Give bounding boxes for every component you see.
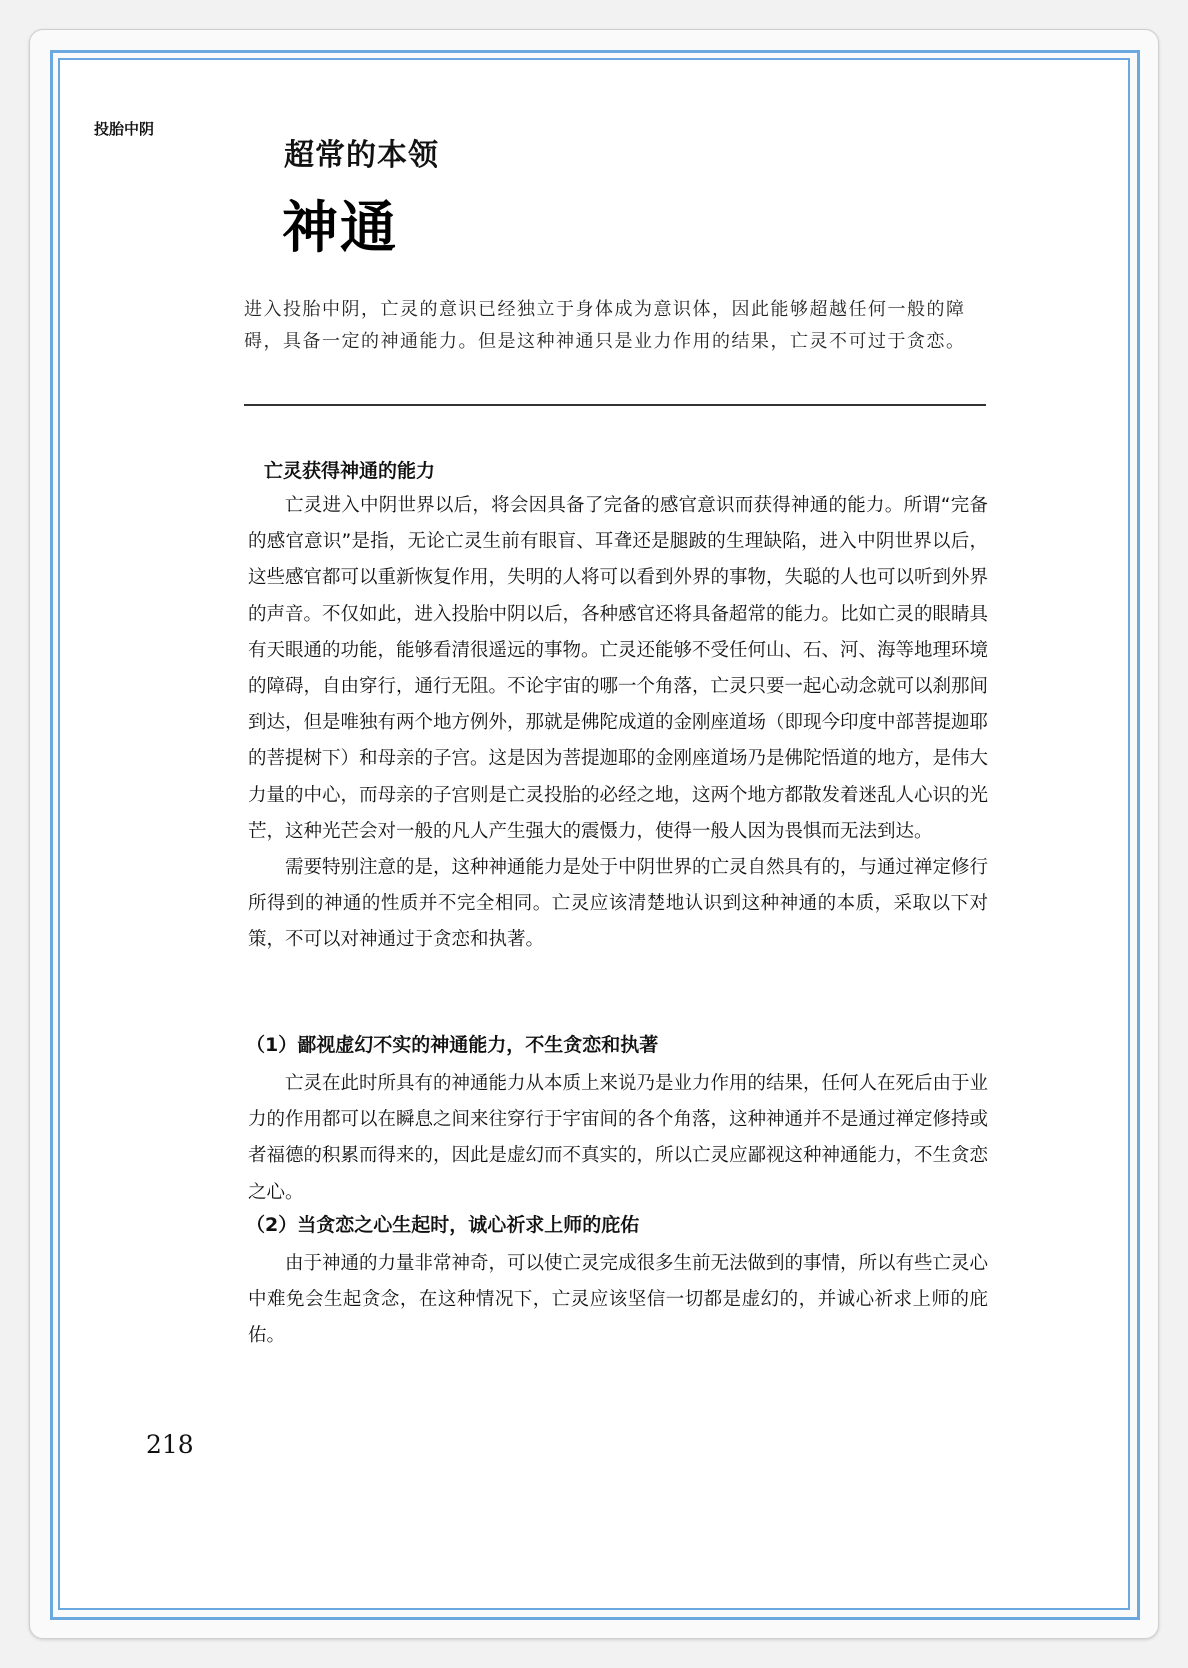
chapter-title: 神通 xyxy=(282,195,398,261)
chapter-subtitle: 超常的本领 xyxy=(284,138,439,173)
paragraph: 由于神通的力量非常神奇，可以使亡灵完成很多生前无法做到的事情，所以有些亡灵心中难免会生起贪念，在这种情况下，亡灵应该坚信一切都是虚幻的，并诚心祈求上师的庇佑。 xyxy=(248,1253,989,1347)
body-block-2 xyxy=(248,1066,988,1211)
body-block-3 xyxy=(248,1246,988,1355)
subheading-2: （2）当贪恋之心生起时，诚心祈求上师的庇佑 xyxy=(246,1214,640,1236)
divider-rule xyxy=(244,404,986,406)
subheading-1: （1）鄙视虚幻不实的神通能力，不生贪恋和执著 xyxy=(246,1034,659,1056)
intro-paragraph: 进入投胎中阴，亡灵的意识已经独立于身体成为意识体，因此能够超越任何一般的障碍，具备一定的神通能力。但是这种神通只是业力作用的结果，亡灵不可过于贪恋。 xyxy=(244,299,966,352)
book-page xyxy=(58,58,1130,1610)
section-heading: 亡灵获得神通的能力 xyxy=(264,460,436,482)
body-block-1 xyxy=(248,488,988,959)
running-head: 投胎中阴 xyxy=(94,120,155,138)
paragraph: 亡灵在此时所具有的神通能力从本质上来说乃是业力作用的结果，任何人在死后由于业力的作用都可以在瞬息之间来往穿行于宇宙间的各个角落，这种神通并不是通过禅定修持或者福德的积累而得来的，因此是虚幻而不真实的，所以亡灵应鄙视这种神通能力，不生贪恋之心。 xyxy=(248,1073,989,1203)
paragraph: 亡灵进入中阴世界以后，将会因具备了完备的感官意识而获得神通的能力。所谓“完备的感官意识”是指，无论亡灵生前有眼盲、耳聋还是腿跛的生理缺陷，进入中阴世界以后，这些感官都可以重新恢复作用，失明的人将可以看到外界的事物，失聪的人也可以听到外界的声音。不仅如此，进入投胎中阴以后，各种感官还将具备超常的能力。比如亡灵的眼睛具有天眼通的功能，能够看清很遥远的事物。亡灵还能够不受任何山、石、河、海等地理环境的障碍，自由穿行，通行无阻。不论宇宙的哪一个角落，亡灵只要一起心动念就可以刹那间到达，但是唯独有两个地方例外，那就是佛陀成道的金刚座道场（即现今印度中部菩提迦耶的菩提树下）和母亲的子宫。这是因为菩提迦耶的金刚座道场乃是佛陀悟道的地方，是伟大力量的中心，而母亲的子宫则是亡灵投胎的必经之地，这两个地方都散发着迷乱人心识的光芒，这种光芒会对一般的凡人产生强大的震慑力，使得一般人因为畏惧而无法到达。 xyxy=(248,495,989,842)
paragraph: 需要特别注意的是，这种神通能力是处于中阴世界的亡灵自然具有的，与通过禅定修行所得到的神通的性质并不完全相同。亡灵应该清楚地认识到这种神通的本质，采取以下对策，不可以对神通过于贪恋和执著。 xyxy=(248,857,989,951)
page-number: 218 xyxy=(146,1430,194,1459)
